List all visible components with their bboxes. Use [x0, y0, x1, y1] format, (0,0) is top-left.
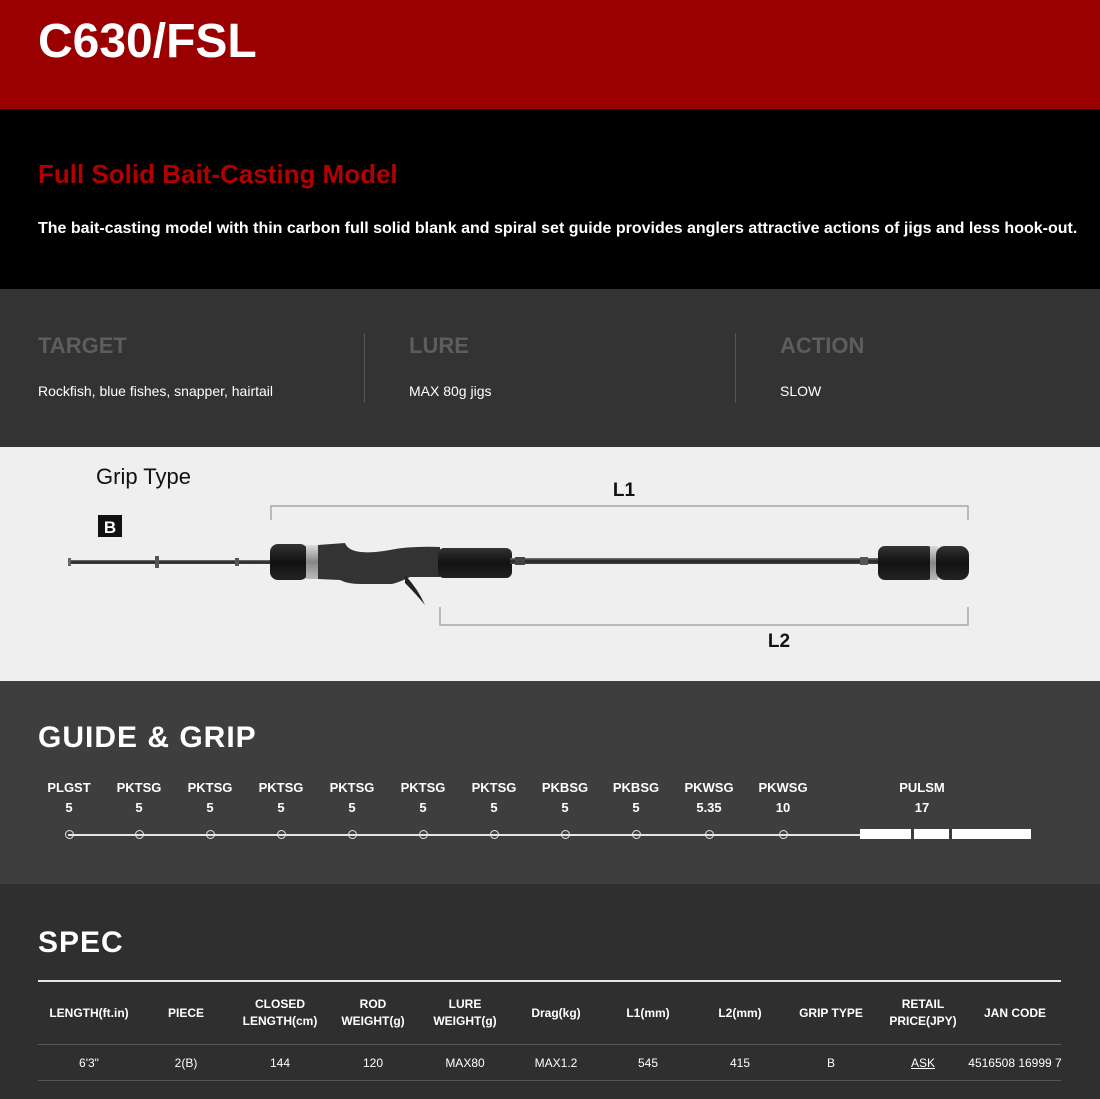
spec-section [0, 884, 1100, 1099]
action-label: ACTION [780, 333, 865, 358]
table-cell: 545 [637, 1056, 659, 1070]
target-block [38, 333, 274, 403]
spec-column-header: LENGTH(ft.in) [49, 1006, 129, 1020]
spec-column-header: RETAIL PRICE(JPY) [889, 997, 957, 1028]
lure-label: LURE [409, 333, 469, 358]
guide-line [68, 834, 860, 836]
table-cell: 144 [269, 1056, 291, 1070]
guide-name: PKWSG [758, 780, 808, 795]
spec-column-header: GRIP TYPE [799, 1006, 863, 1020]
guide-name: PKBSG [612, 780, 660, 795]
guide-size: 5 [65, 800, 73, 815]
lure-block [409, 333, 492, 403]
l1-bracket [271, 506, 968, 520]
spec-column-header: PIECE [167, 1006, 204, 1020]
spec-column-header: LURE WEIGHT(g) [433, 997, 497, 1028]
guide-grip-section [0, 681, 1100, 884]
divider [364, 333, 365, 403]
guide-name: PKTSG [400, 780, 446, 795]
guide-size: 5.35 [696, 800, 722, 815]
guide-size: 17 [914, 800, 930, 815]
target-value: Rockfish, blue fishes, snapper, hairtail [38, 383, 274, 399]
rod-diagram [0, 447, 1100, 681]
spec-column-header: ROD WEIGHT(g) [341, 997, 405, 1028]
spec-column-header: CLOSED LENGTH(cm) [242, 997, 318, 1028]
guide-size: 5 [419, 800, 427, 815]
rod-diagram-svg [0, 447, 1100, 681]
spec-column-header: JAN CODE [983, 1006, 1046, 1020]
table-cell: 4516508 16999 7 [968, 1056, 1062, 1070]
action-value: SLOW [780, 383, 822, 399]
spec-table-bottom-rule [38, 1080, 1061, 1081]
guide-name: PKTSG [329, 780, 375, 795]
l2-bracket [440, 607, 968, 625]
guide-size: 5 [135, 800, 143, 815]
table-cell: B [826, 1056, 835, 1070]
guide-name: PKBSG [541, 780, 589, 795]
guide-name: PKWSG [684, 780, 734, 795]
guide-name: PKTSG [187, 780, 233, 795]
guide-size: 5 [348, 800, 356, 815]
guide-size: 10 [775, 800, 791, 815]
guide-size: 5 [632, 800, 640, 815]
table-cell: MAX80 [445, 1056, 485, 1070]
guide-size: 5 [561, 800, 569, 815]
guide-name: PKTSG [116, 780, 162, 795]
grip-type-label: Grip Type [96, 464, 191, 489]
spec-column-header: Drag(kg) [531, 1006, 581, 1020]
table-cell: MAX1.2 [534, 1056, 578, 1070]
guide-name: PKTSG [471, 780, 517, 795]
product-title: C630/FSL [38, 15, 257, 68]
guide-grip-title: GUIDE & GRIP [38, 721, 257, 754]
table-cell: 2(B) [174, 1056, 198, 1070]
intro-section [0, 109, 1100, 289]
divider [735, 333, 736, 403]
product-header [0, 0, 1100, 109]
action-block [780, 333, 864, 403]
spec-column-header: L2(mm) [718, 1006, 762, 1020]
spec-column-header: L1(mm) [626, 1006, 670, 1020]
lure-value: MAX 80g jigs [409, 383, 492, 399]
guide-name: PLGST [47, 780, 91, 795]
spec-title: SPEC [38, 926, 124, 959]
table-cell: 415 [729, 1056, 751, 1070]
guide-name: PKTSG [258, 780, 304, 795]
info-section [0, 289, 1100, 447]
model-subtitle: Full Solid Bait-Casting Model [38, 159, 398, 189]
l2-label: L2 [767, 631, 791, 652]
table-cell: 6'3" [79, 1056, 99, 1070]
spec-table-rule [38, 1044, 1061, 1045]
l1-label: L1 [612, 480, 636, 501]
grip-segment [860, 829, 911, 839]
rod-illustration [68, 543, 969, 605]
grip-segment [914, 829, 949, 839]
grip-type-value: B [103, 518, 117, 537]
table-cell: 120 [362, 1056, 384, 1070]
guide-size: 5 [206, 800, 214, 815]
grip-segment [952, 829, 1031, 839]
spec-table-top-rule [38, 980, 1061, 982]
target-label: TARGET [38, 333, 127, 358]
ask-price-link[interactable]: ASK [910, 1056, 935, 1070]
model-description: The bait-casting model with thin carbon full solid blank and spiral set guide provides anglers attractive actions of jigs and less hook-out. [38, 220, 1078, 237]
guide-name: PULSM [899, 780, 945, 795]
guide-size: 5 [490, 800, 498, 815]
guide-size: 5 [277, 800, 285, 815]
